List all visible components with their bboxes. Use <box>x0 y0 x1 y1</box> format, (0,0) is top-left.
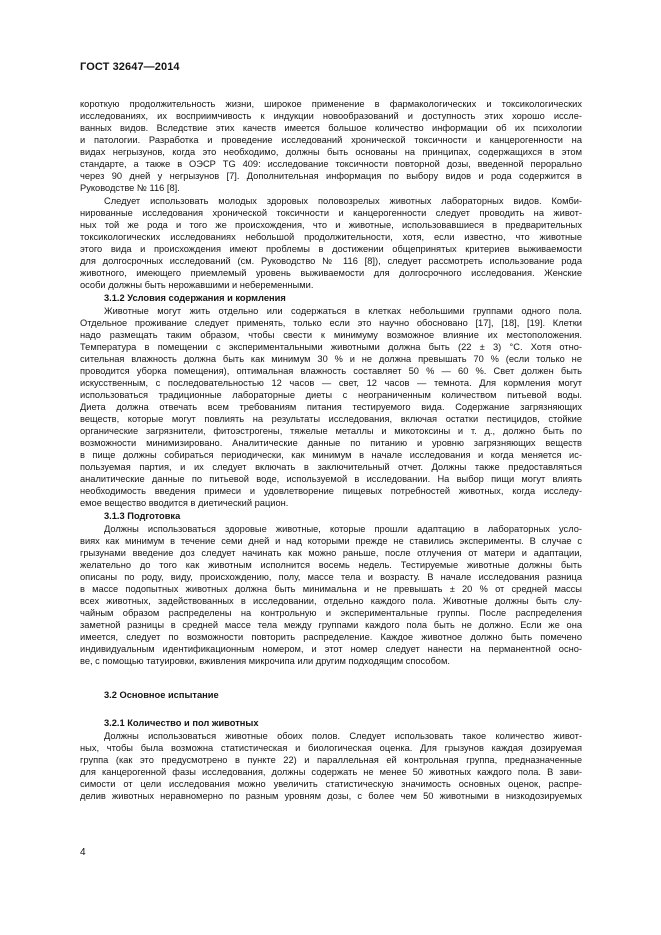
text-line: Должны использоваться здоровые животные, которые прошли адаптацию в лабораторных усло- <box>104 524 582 534</box>
text-line: емое вещество вводится в диетический рацион. <box>80 498 289 508</box>
text-line: надо размещать таким образом, чтобы свести к минимуму возможное влияние их местоположения. <box>80 330 582 340</box>
text-line: в массе подопытных животных должна быть минимальна и не превышать ± 20 % от средней массы <box>80 584 582 594</box>
text-line: видах негрызунов, когда это необходимо, должны быть основаны на принципах, содержащихся в этом <box>80 147 582 157</box>
text-line: Животные могут жить отдельно или содержаться в клетках небольшими группами одного пола. <box>104 306 582 316</box>
text-line: имеется, следует по возможности повторить распределение. Каждое животное должно быть помечено <box>80 632 582 642</box>
text-line: стандарте, а также в ОЭСР TG 409: исследование токсичности повторной дозы, введенной перорально <box>80 159 582 169</box>
text-line: пользуемая партия, и их следует включать в заключительный отчет. Должны также предоставляться <box>80 462 582 472</box>
text-line: в пище должны собираться периодически, как минимум в начале исследования и когда меняется ис- <box>80 450 582 460</box>
text-line: нированные исследования хронической токсичности и канцерогенности следует проводить на живот- <box>80 208 582 218</box>
text-line: аналитические данные по питьевой воде, используемой в исследовании. На выбор пищи могут влиять <box>80 474 582 484</box>
text-line: через 90 дней у негрызунов [7]. Дополнительная информация по выбору видов и рода содержится в <box>80 171 582 181</box>
text-line: всех животных, задействованных в исследовании, отдельно каждого пола. Животные должны быть слу- <box>80 596 582 606</box>
text-line: Должны использоваться животные обоих полов. Следует использовать такое количество живот- <box>104 731 582 741</box>
text-line: проводится уборка помещения), оптимальная влажность составляет 50 % — 60 %. Свет должен быть <box>80 366 582 376</box>
text-line: сительная влажность должна быть как минимум 30 % и не должна превышать 70 % (если только не <box>80 354 582 364</box>
text-line: токсикологических исследованиях небольшой продолжительности, хотя, если известно, что животные <box>80 232 582 242</box>
text-line: Диета должна отвечать всем требованиям питания тестируемого вида. Содержание загрязняющих <box>80 402 582 412</box>
text-line: группа (как это предусмотрено в пункте 22) и параллельная ей контрольная группа, предназначенные <box>80 755 582 765</box>
text-line: делив животных неравномерно по разным уровням дозы, с более чем 50 животными в низкодозируемых <box>80 791 582 801</box>
text-line: симости от цели исследования можно увеличить статистическую значимость основных оценок, распре- <box>80 779 582 789</box>
text-line: искусственным, с последовательностью 12 часов — свет, 12 часов — темнота. Для кормления могут <box>80 378 582 388</box>
text-line: возможности минимизировано. Аналитические данные по питанию и уровню загрязняющих веществ <box>80 438 582 448</box>
text-line: индивидуальным идентификационным номером, и этот номер следует нанести на перманентной осно- <box>80 644 582 654</box>
text-line: органические загрязнители, фитоэстрогены, тяжелые металлы и микотоксины и т. д., должно быть по <box>80 426 582 436</box>
text-line: ванных видов. Вследствие этих качеств имеется большое количество информации об их психологии <box>80 123 582 133</box>
text-line: особи должны быть нерожавшими и небеременными. <box>80 280 314 290</box>
text-line: использоваться традиционные лабораторные диеты с неограниченным количеством питьевой воды. <box>80 390 582 400</box>
text-line: и патологии. Разработка и проведение исследований хронической токсичности и канцерогенности на <box>80 135 582 145</box>
section-heading-3-1-2: 3.1.2 Условия содержания и кормления <box>104 293 286 303</box>
text-line: необходимость введения примеси и удовлетворение пищевых потребностей животных, когда исследу- <box>80 486 582 496</box>
text-line: этого вида и происхождения имеют проблемы в достижении общепринятых критериев выживаемости <box>80 244 582 254</box>
text-line: исследованиях, их восприимчивость к индукции новообразований и доступность этих хорошо иссле- <box>80 111 582 121</box>
text-line: грызунами введение доз следует начинать как можно раньше, после отлучения от матери и адаптации, <box>80 548 582 558</box>
text-line: Руководстве № 116 [8]. <box>80 183 180 193</box>
text-line: Температура в помещении с экспериментальными животными должна быть (22 ± 3) °С. Хотя отно- <box>80 342 582 352</box>
standard-designation: ГОСТ 32647—2014 <box>80 61 180 73</box>
text-line: для канцерогенной фазы исследования, должны содержать не менее 50 животных каждого пола. В зави- <box>80 767 582 777</box>
text-line: ных той же рода и того же происхождения, что и животные, использовавшиеся в предварительных <box>80 220 582 230</box>
text-line: виях как минимум в течение семи дней и над которыми прежде не ставились эксперименты. В случае с <box>80 536 582 546</box>
text-line: ве, с помощью татуировки, вживления микрочипа или другим подходящим способом. <box>80 656 450 666</box>
text-line: для долгосрочных исследований (см. Руководство № 116 [8]), следует рассмотреть использование рода <box>80 256 582 266</box>
text-line: Отдельное проживание следует применять, только если это научно обосновано [17], [18], [19]. Клетки <box>80 318 582 328</box>
text-line: короткую продолжительность жизни, широкое применение в фармакологических и токсикологических <box>80 99 582 109</box>
text-line: чайным образом распределены на контрольную и экспериментальные группы. После распределения <box>80 608 582 618</box>
text-line: заметной разницы в средней массе тела между группами каждого пола быть не должно. Если же она <box>80 620 582 630</box>
text-line: желательно до того как животным исполнится восемь недель. Тестируемые животные должны быть <box>80 560 582 570</box>
text-line: Следует использовать молодых здоровых половозрелых животных лабораторных видов. Комби- <box>104 196 582 206</box>
page-number: 4 <box>80 847 86 858</box>
section-heading-3-1-3: 3.1.3 Подготовка <box>104 511 181 521</box>
text-line: описаны по роду, виду, происхождению, полу, массе тела и возрасту. В начале исследования разница <box>80 572 582 582</box>
section-heading-3-2: 3.2 Основное испытание <box>104 690 219 700</box>
text-line: веществ, которые могут повлиять на результаты исследования, включая остатки пестицидов, стойкие <box>80 414 582 424</box>
section-heading-3-2-1: 3.2.1 Количество и пол животных <box>104 718 259 728</box>
text-line: ных, чтобы была возможна статистическая и биологическая оценка. Для грызунов каждая дозируемая <box>80 743 582 753</box>
text-line: животного, имеющего приемлемый уровень выживаемости для долгосрочного исследования. Женские <box>80 268 582 278</box>
